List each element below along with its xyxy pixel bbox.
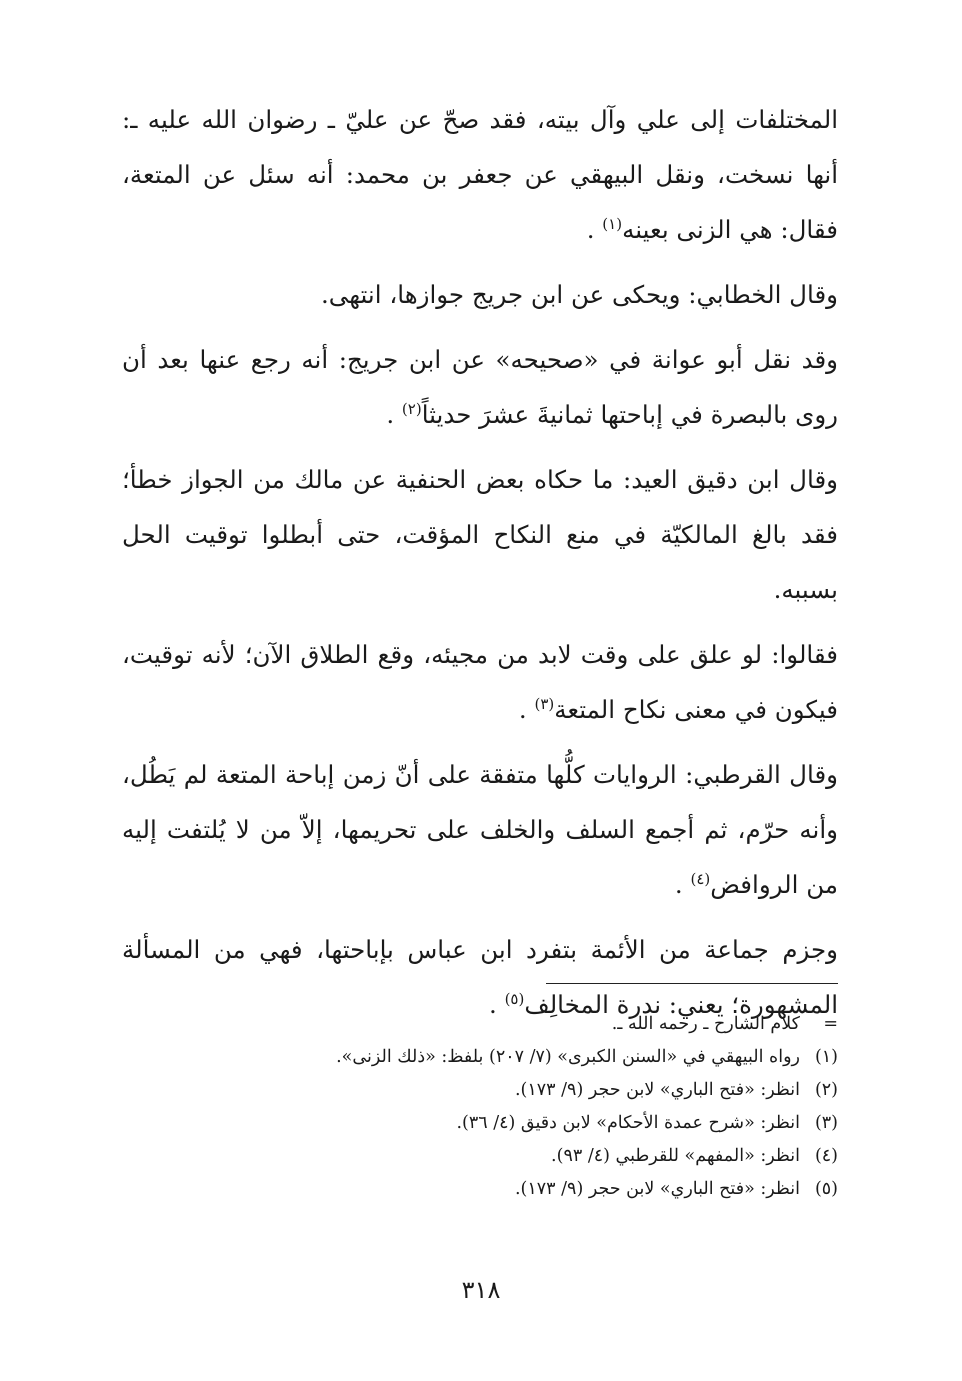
footnote-ref-4: (٤)	[690, 869, 711, 888]
footnote-3	[122, 1107, 838, 1140]
paragraph-1	[122, 92, 838, 257]
footnote-5	[122, 1173, 838, 1206]
footnote-number: =	[823, 1014, 838, 1034]
footnote-number: (١)	[814, 1047, 838, 1067]
page-number: ٣١٨	[461, 1276, 501, 1304]
footnote-ref-1: (١)	[602, 214, 623, 233]
paragraph-text: وجزم جماعة من الأئمة بتفرد ابن عباس بإباحتها، فهي من المسألة المشهورة؛ يعني: ندرة المخالِف	[122, 935, 838, 1019]
paragraph-end: .	[488, 990, 505, 1019]
footnotes	[122, 1008, 838, 1206]
paragraph-text: وقال ابن دقيق العيد: ما حكاه بعض الحنفية عن مالك من الجواز خطأ؛ فقد بالغ المالكيّة في منع النكاح المؤقت، حتى أبطلوا توقيت الحل بسببه.	[122, 465, 838, 604]
paragraph-text: المختلفات إلى علي وآل بيته، فقد صحّ عن عليّ ـ رضوان الله عليه ـ: أنها نسخت، ونقل البيهقي عن جعفر بن محمد: أنه سئل عن المتعة، فقال: هي الزنى بعينه	[122, 105, 838, 244]
footnote-separator	[546, 983, 838, 984]
footnote-text: رواه البيهقي في «السنن الكبرى» (٧/ ٢٠٧) بلفظ: «ذلك الزنى».	[336, 1047, 800, 1067]
footnote-text: انظر: «شرح عمدة الأحكام» لابن دقيق (٤/ ٣٦).	[456, 1113, 800, 1133]
paragraph-5	[122, 627, 838, 737]
footnote-number: (٤)	[814, 1146, 838, 1166]
paragraph-text: وقد نقل أبو عوانة في «صحيحه» عن ابن جريج: أنه رجع عنها بعد أن روى بالبصرة في إباحتها ثمانيةَ عشرَ حديثاً	[122, 345, 838, 429]
paragraph-6	[122, 747, 838, 912]
footnote-continuation	[122, 1008, 838, 1041]
paragraph-3	[122, 332, 838, 442]
paragraph-text: وقال القرطبي: الروايات كلُّها متفقة على أنّ زمن إباحة المتعة لم يَطُل، وأنه حرّم، ثم أجمع السلف والخلف على تحريمها، إلاّ من لا يُلتفت إليه من الروافض	[122, 760, 838, 899]
footnote-text: انظر: «فتح الباري» لابن حجر (٩/ ١٧٣).	[514, 1080, 800, 1100]
paragraph-end: .	[386, 400, 402, 429]
footnote-ref-3: (٣)	[534, 694, 555, 713]
footnote-2	[122, 1074, 838, 1107]
footnote-text: انظر: «المفهم» للقرطبي (٤/ ٩٣).	[551, 1146, 800, 1166]
paragraph-text: فقالوا: لو علق على وقت لابد من مجيئه، وقع الطلاق الآن؛ لأنه توقيت، فيكون في معنى نكاح المتعة	[122, 640, 838, 724]
footnote-4	[122, 1140, 838, 1173]
paragraph-end: .	[674, 870, 691, 899]
footnote-text: انظر: «فتح الباري» لابن حجر (٩/ ١٧٣).	[514, 1179, 800, 1199]
footnote-number: (٣)	[814, 1113, 838, 1133]
paragraph-end: .	[586, 215, 603, 244]
footnote-1	[122, 1041, 838, 1074]
main-text	[122, 92, 838, 1042]
footnote-number: (٢)	[814, 1080, 838, 1100]
footnote-text: كلام الشارح ـ رحمه الله ـ.	[611, 1014, 800, 1034]
paragraph-end: .	[518, 695, 535, 724]
footnote-ref-2: (٢)	[401, 399, 422, 418]
paragraph-2	[122, 267, 838, 322]
footnote-ref-5: (٥)	[504, 989, 525, 1008]
paragraph-text: وقال الخطابي: ويحكى عن ابن جريج جوازها، انتهى.	[321, 280, 838, 309]
paragraph-4	[122, 452, 838, 617]
footnote-number: (٥)	[814, 1179, 838, 1199]
